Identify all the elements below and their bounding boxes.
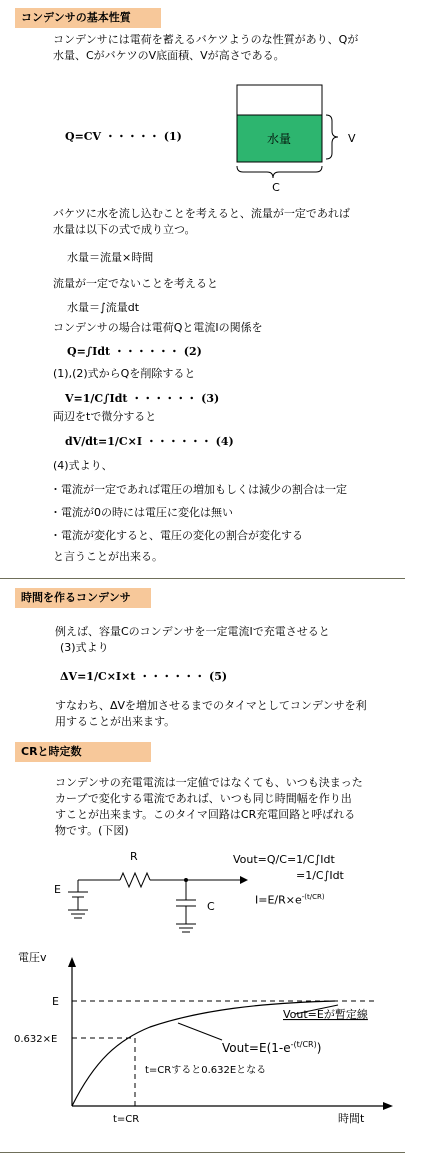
- source-label: E: [54, 883, 61, 896]
- line-differentiate: 両辺をtで微分すると: [53, 410, 157, 423]
- equation-2: Q=∫Idt ・・・・・・ (2): [67, 345, 202, 358]
- section-divider-1: [0, 578, 405, 579]
- formula-vout: Vout=Q/C=1/C∫Idt: [233, 853, 335, 866]
- line-flow-not-constant: 流量が一定でないことを考えると: [53, 277, 218, 290]
- section-title-basic: コンデンサの基本性質: [15, 8, 161, 28]
- bucket-diagram: [230, 80, 370, 195]
- tick-label-0632e: 0.632×E: [14, 1034, 58, 1045]
- paragraph-basic-2: バケツに水を流し込むことを考えると、流量が一定であれば 水量は以下の式で成り立つ。: [53, 207, 350, 236]
- formula-current: $I=E/R\times e^{-(t/CR)}$: [255, 893, 325, 907]
- charging-curve-graph: [0, 945, 405, 1130]
- line-from-eq4: (4)式より、: [53, 459, 113, 472]
- junction-dot: [184, 878, 188, 882]
- line-conclusion: と言うことが出来る。: [53, 550, 163, 563]
- section-divider-2: [0, 1152, 405, 1153]
- bullet-zero-current: ・電流が0の時には電圧に変化は無い: [50, 506, 233, 519]
- tick-label-tcr: t=CR: [113, 1114, 140, 1125]
- bullet-changing-current: ・電流が変化すると、電圧の変化の割合が変化する: [50, 529, 303, 542]
- output-arrow: [240, 876, 248, 884]
- equation-5: ΔV=1/C×I×t ・・・・・・ (5): [60, 670, 228, 683]
- cr-circuit-diagram: [40, 840, 420, 945]
- line-water-integral: 水量＝∫流量dt: [67, 301, 140, 314]
- capacitor-label: C: [207, 900, 215, 913]
- paragraph-timer-1: 例えば、容量Cのコンデンサを一定電流Iで充電させると (3)式より: [55, 625, 330, 654]
- tick-label-e: E: [52, 995, 59, 1008]
- line-capacitor-case: コンデンサの場合は電荷Qと電流Iの関係を: [53, 321, 263, 334]
- paragraph-basic-1: コンデンサには電荷を蓄えるバケツようのな性質があり、Qが 水量、CがバケツのV底面積、Vが高さである。: [53, 33, 359, 62]
- v-brace: [326, 115, 338, 159]
- paragraph-cr: コンデンサの充電電流は一定値ではなくても、いつも決まった カーブで変化する電流であれば、いつも同じ時間幅を作り出 すことが出来ます。このタイマ回路はCR充電回路と呼ばれる 物です。(下図): [55, 776, 363, 837]
- c-brace: [237, 166, 322, 178]
- equation-3: V=1/C∫Idt ・・・・・・ (3): [65, 392, 220, 405]
- y-axis-label: 電圧v: [18, 951, 47, 964]
- x-axis-label: 時間t: [338, 1112, 365, 1125]
- bucket-v-label: V: [348, 132, 356, 145]
- y-axis-arrow: [68, 957, 76, 967]
- line-water-flow-time: 水量＝流量×時間: [67, 251, 154, 264]
- equation-4: dV/dt=1/C×I ・・・・・・ (4): [65, 435, 234, 448]
- bullet-constant-current: ・電流が一定であれば電圧の増加もしくは減少の割合は一定: [50, 483, 347, 496]
- vout-formula-annotation: $Vout=E(1-e^{-(t/CR)})$: [222, 1040, 322, 1055]
- paragraph-timer-2: すなわち、ΔVを増加させるまでのタイマとしてコンデンサを利 用することが出来ます。: [55, 699, 367, 728]
- asymptote-annotation: Vout=Eが暫定線: [283, 1008, 368, 1021]
- resistor-label: R: [130, 850, 138, 863]
- formula-vout-2: =1/C∫Idt: [296, 869, 344, 882]
- bucket-c-label: C: [272, 181, 280, 194]
- time-constant-note: t=CRすると0.632Eとなる: [145, 1065, 267, 1076]
- line-eliminate-q: (1),(2)式からQを削除すると: [53, 367, 196, 380]
- section-title-timer: 時間を作るコンデンサ: [15, 588, 151, 608]
- x-axis-arrow: [383, 1102, 393, 1110]
- section-title-cr: CRと時定数: [15, 742, 151, 762]
- equation-1: Q=CV ・・・・・ (1): [65, 130, 182, 143]
- bucket-water-label: 水量: [266, 132, 292, 146]
